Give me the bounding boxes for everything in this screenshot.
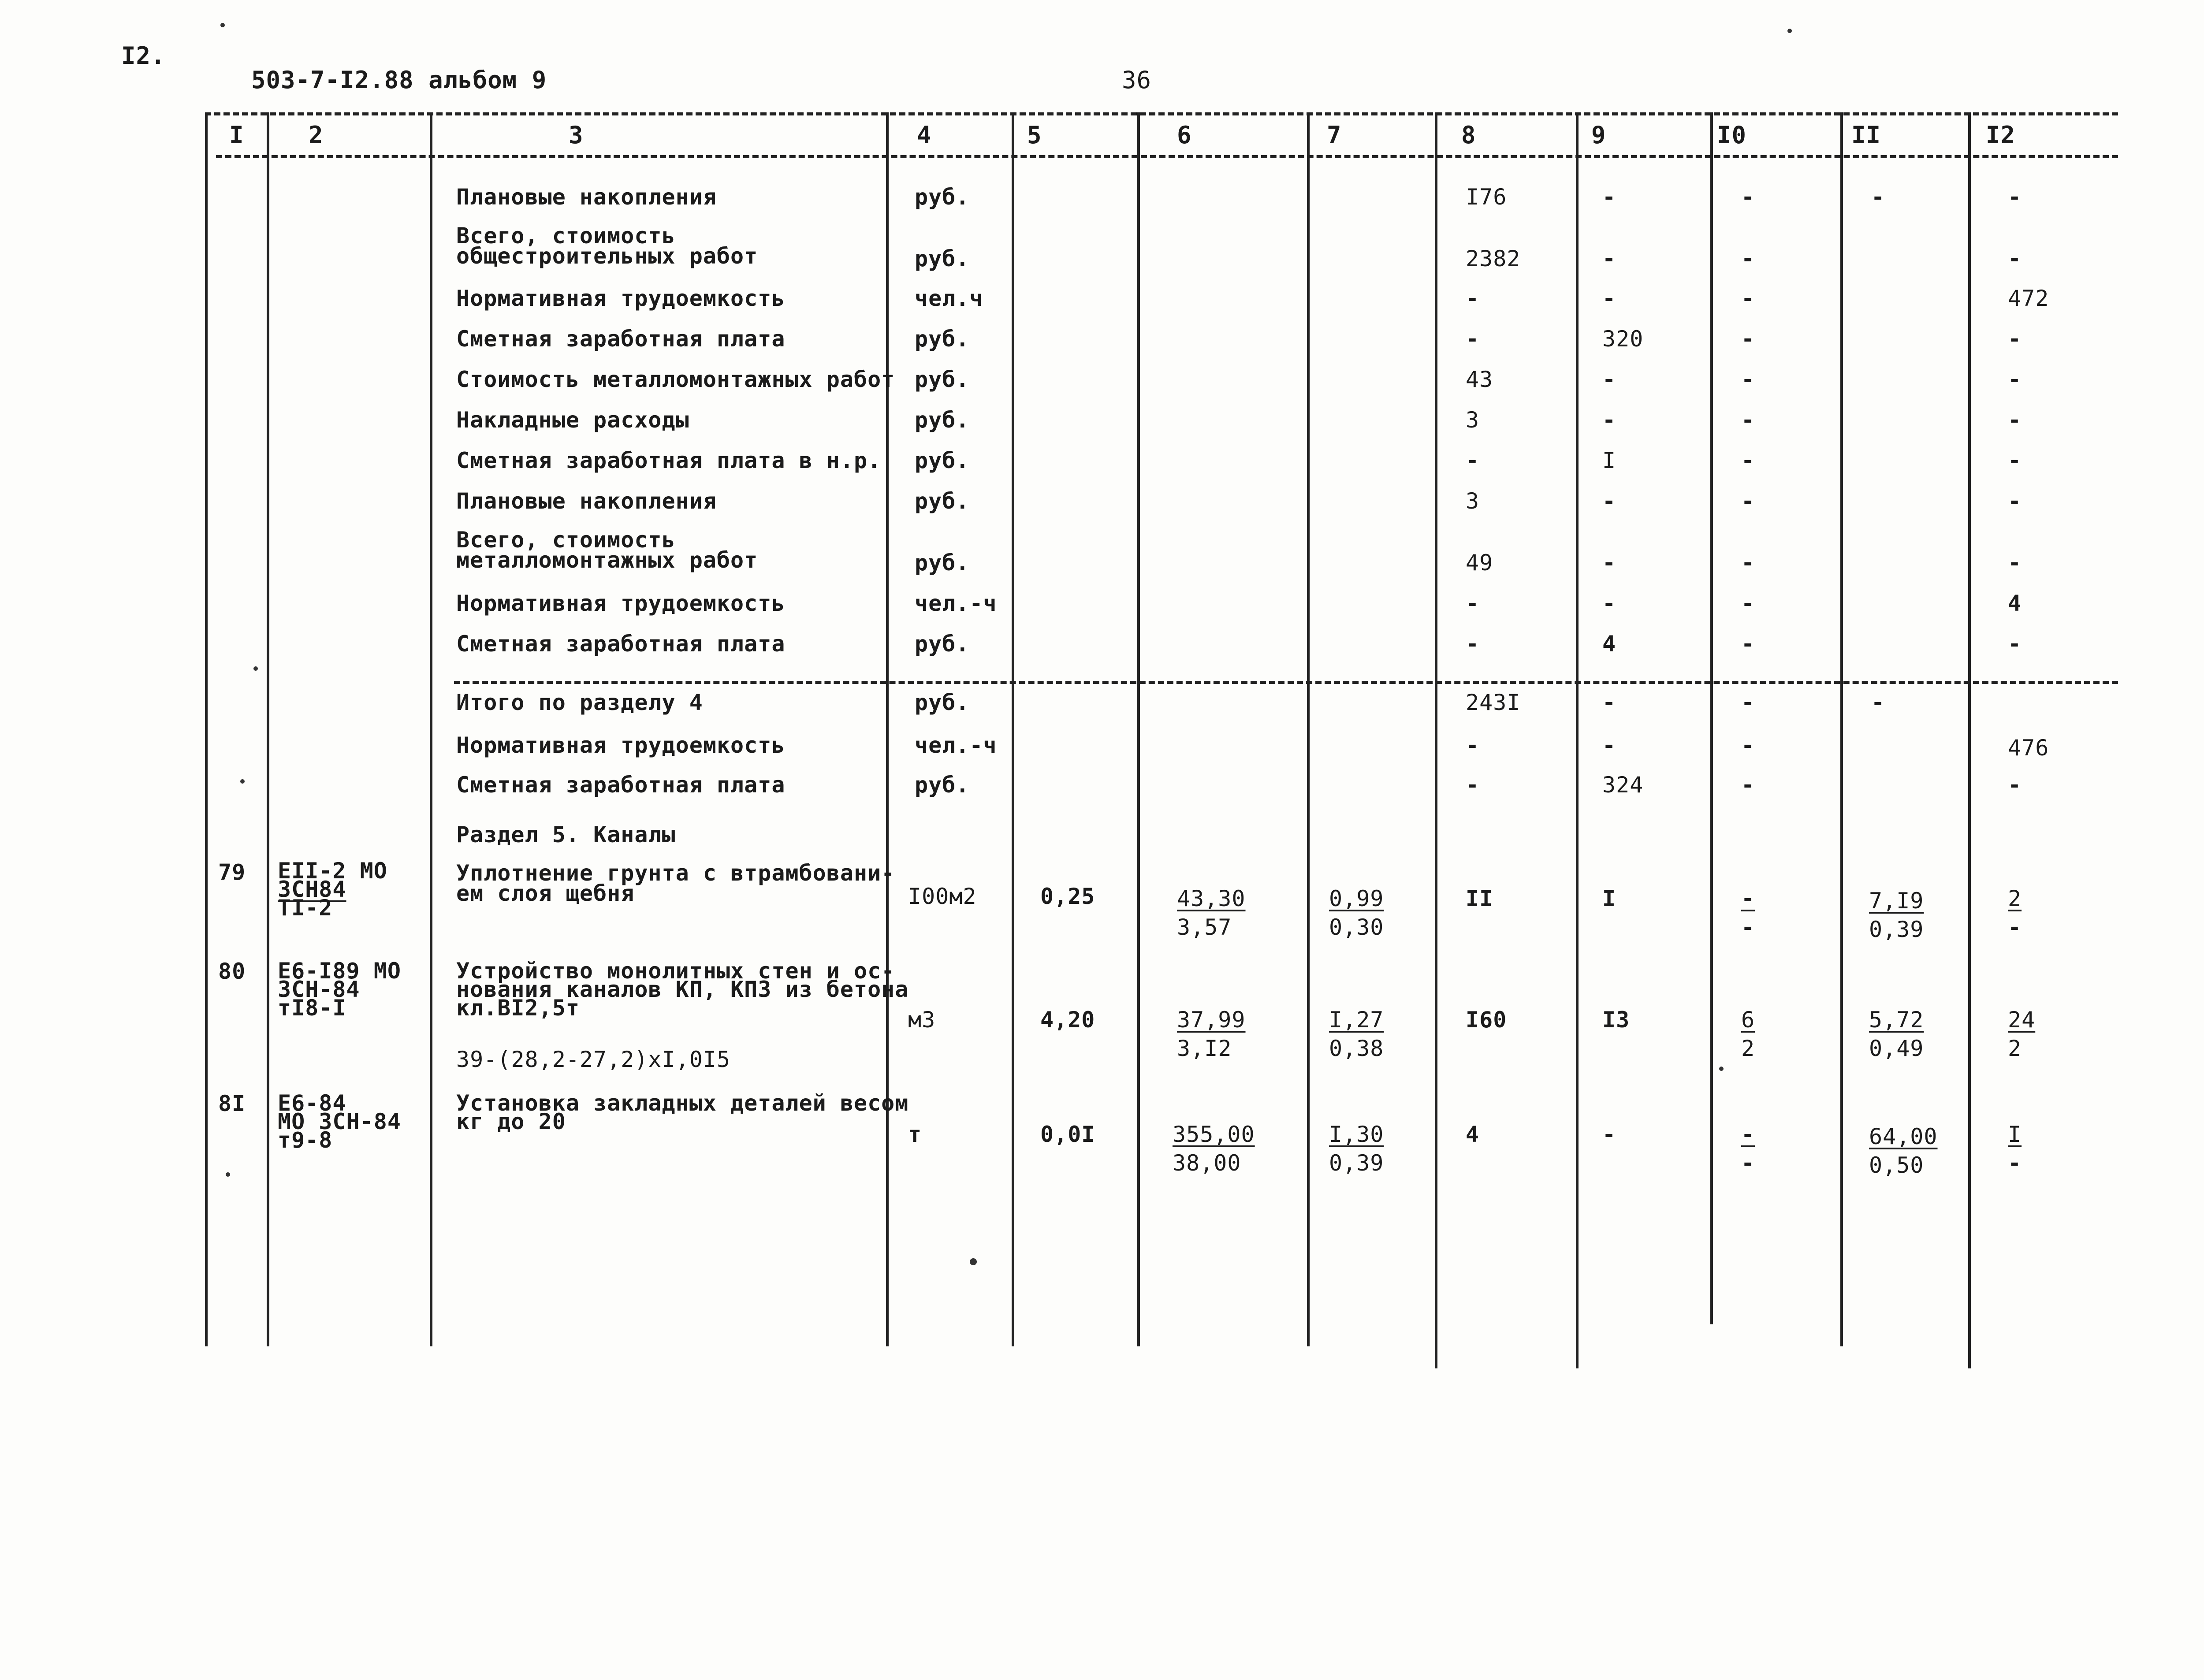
- item-c8: I60: [1466, 1007, 1507, 1033]
- section-title: Раздел 5. Каналы: [456, 822, 676, 847]
- row-c8: 243I: [1466, 690, 1521, 715]
- col-divider: [1840, 112, 1843, 1346]
- col-divider: [1137, 112, 1140, 1346]
- row-name: Нормативная трудоемкость: [456, 286, 786, 311]
- item-unit: I00м2: [908, 884, 977, 909]
- row-c8: -: [1466, 772, 1480, 798]
- header-col-1: I: [229, 121, 244, 149]
- item-number: 79: [218, 859, 246, 885]
- row-unit: руб.: [915, 550, 970, 576]
- row-c9: 324: [1602, 772, 1644, 798]
- row-c8: -: [1466, 326, 1480, 352]
- item-c11-top: 5,72: [1869, 1007, 1924, 1033]
- row-c8: -: [1466, 631, 1480, 657]
- item-c6-top: 355,00: [1173, 1122, 1255, 1147]
- row-c9: -: [1602, 246, 1616, 271]
- item-c7-bottom: 0,38: [1329, 1036, 1384, 1061]
- row-unit: руб.: [915, 407, 970, 433]
- row-name: Нормативная трудоемкость: [456, 732, 786, 758]
- row-c9: -: [1602, 488, 1616, 514]
- scan-speck: [1787, 29, 1792, 33]
- header-col-3: 3: [569, 121, 584, 149]
- col-divider: [430, 112, 432, 1346]
- header-col-12: I2: [1986, 121, 2016, 149]
- row-unit: руб.: [915, 488, 970, 514]
- row-unit: чел.-ч: [915, 591, 997, 616]
- row-c9: -: [1602, 591, 1616, 616]
- row-c10: -: [1741, 690, 1755, 715]
- item-number: 8I: [218, 1091, 246, 1116]
- header-col-9: 9: [1591, 121, 1606, 149]
- row-c12: 472: [2008, 286, 2049, 311]
- row-c9: -: [1602, 407, 1616, 433]
- row-c12: -: [2008, 367, 2022, 392]
- row-unit: руб.: [915, 184, 970, 210]
- row-c11: -: [1871, 690, 1885, 715]
- header-col-5: 5: [1027, 121, 1042, 149]
- col-divider: [267, 112, 269, 1346]
- row-unit: чел.-ч: [915, 732, 997, 758]
- scan-speck: [226, 1172, 230, 1177]
- row-unit: руб.: [915, 367, 970, 392]
- row-c10: -: [1741, 286, 1755, 311]
- row-c10: -: [1741, 246, 1755, 271]
- item-c10-bottom: -: [1741, 1150, 1755, 1176]
- item-c6-bottom: 3,I2: [1177, 1036, 1232, 1061]
- row-name: Сметная заработная плата: [456, 772, 786, 798]
- item-c11-bottom: 0,49: [1869, 1036, 1924, 1061]
- row-c10: -: [1741, 407, 1755, 433]
- item-code: E6-I89 МО ЗСН-84 тI8-I: [278, 958, 401, 1021]
- item-description: Установка закладных деталей весом кг до 20: [456, 1090, 909, 1134]
- item-c7-top: 0,99: [1329, 886, 1384, 911]
- row-name: Плановые накопления: [456, 184, 717, 210]
- row-c12: 4: [2008, 591, 2022, 616]
- item-c6-bottom: 38,00: [1173, 1150, 1241, 1176]
- scan-speck: [1719, 1067, 1724, 1071]
- item-c12-bottom: -: [2008, 914, 2022, 940]
- scan-speck: [970, 1258, 977, 1265]
- document-code: 503-7-I2.88 альбом 9: [251, 66, 547, 94]
- item-c9: I: [1602, 886, 1616, 911]
- row-c9: -: [1602, 550, 1616, 576]
- header-col-10: I0: [1717, 121, 1747, 149]
- row-c10: -: [1741, 488, 1755, 514]
- scan-speck: [253, 666, 258, 671]
- row-c9: -: [1602, 690, 1616, 715]
- row-name: Нормативная трудоемкость: [456, 591, 786, 616]
- col-divider: [1576, 112, 1579, 1368]
- row-c10: -: [1741, 550, 1755, 576]
- item-number: 80: [218, 959, 246, 984]
- item-c11-bottom: 0,50: [1869, 1152, 1924, 1178]
- row-c9: 4: [1602, 631, 1616, 657]
- row-c9: 320: [1602, 326, 1644, 352]
- row-c8: -: [1466, 286, 1480, 311]
- row-c9: I: [1602, 448, 1616, 473]
- row-c8: 49: [1466, 550, 1493, 576]
- row-name: Накладные расходы: [456, 407, 689, 433]
- item-quantity: 0,25: [1040, 884, 1095, 909]
- row-c12: -: [2008, 550, 2022, 576]
- item-c9: I3: [1602, 1007, 1630, 1033]
- item-c6-top: 37,99: [1177, 1007, 1246, 1033]
- row-name: Сметная заработная плата: [456, 631, 786, 657]
- row-c8: -: [1466, 732, 1480, 758]
- row-c9: -: [1602, 184, 1616, 210]
- row-name: Всего, стоимость металломонтажных работ: [456, 527, 758, 573]
- row-c10: -: [1741, 184, 1755, 210]
- row-c12: -: [2008, 246, 2022, 271]
- row-c12: -: [2008, 488, 2022, 514]
- row-c10: -: [1741, 367, 1755, 392]
- col-divider: [1307, 112, 1310, 1346]
- header-col-7: 7: [1327, 121, 1342, 149]
- item-c10-top: -: [1741, 886, 1755, 911]
- row-c8: 3: [1466, 488, 1480, 514]
- item-formula: 39-(28,2-27,2)хI,0I5: [456, 1047, 731, 1072]
- row-c10: -: [1741, 326, 1755, 352]
- row-c9: -: [1602, 732, 1616, 758]
- item-unit: м3: [908, 1007, 936, 1033]
- row-c12: -: [2008, 631, 2022, 657]
- scan-speck: [240, 779, 245, 784]
- row-c12: -: [2008, 407, 2022, 433]
- row-c12: 476: [2008, 735, 2049, 761]
- item-c7-bottom: 0,30: [1329, 914, 1384, 940]
- item-c11-bottom: 0,39: [1869, 917, 1924, 942]
- item-quantity: 4,20: [1040, 1007, 1095, 1033]
- page-number: 36: [1122, 66, 1152, 94]
- row-c10: -: [1741, 772, 1755, 798]
- item-c8: 4: [1466, 1122, 1480, 1147]
- item-c11-top: 7,I9: [1869, 888, 1924, 914]
- row-c8: 43: [1466, 367, 1493, 392]
- row-c8: 3: [1466, 407, 1480, 433]
- row-name: Стоимость металломонтажных работ: [456, 367, 895, 392]
- row-unit: руб.: [915, 690, 970, 715]
- item-c6-bottom: 3,57: [1177, 914, 1232, 940]
- item-c9: -: [1602, 1122, 1616, 1147]
- scan-speck: [220, 23, 225, 27]
- header-col-6: 6: [1177, 121, 1192, 149]
- row-unit: руб.: [915, 448, 970, 473]
- item-c7-top: I,30: [1329, 1122, 1384, 1147]
- item-description: Устройство монолитных стен и ос- нования каналов КП, КПЗ из бетона кл.BI2,5т: [456, 958, 909, 1021]
- item-code: E6-84 МО ЗСН-84 т9-8: [278, 1090, 401, 1153]
- header-col-8: 8: [1461, 121, 1476, 149]
- table-top-border: [205, 112, 2118, 115]
- header-col-2: 2: [309, 121, 324, 149]
- row-c10: -: [1741, 631, 1755, 657]
- row-unit: руб.: [915, 326, 970, 352]
- row-unit: чел.ч: [915, 286, 983, 311]
- row-c9: -: [1602, 286, 1616, 311]
- item-c12-top: 2: [2008, 886, 2022, 911]
- col-divider: [205, 112, 208, 1346]
- page-corner-number: I2.: [121, 42, 166, 70]
- section-total-divider: [454, 681, 2118, 684]
- item-unit: т: [908, 1122, 922, 1147]
- item-c12-bottom: 2: [2008, 1036, 2022, 1061]
- item-c10-top: -: [1741, 1122, 1755, 1147]
- row-c12: -: [2008, 326, 2022, 352]
- row-c10: -: [1741, 732, 1755, 758]
- row-c10: -: [1741, 448, 1755, 473]
- col-divider: [1710, 112, 1713, 1324]
- item-c10-bottom: 2: [1741, 1036, 1755, 1061]
- item-c12-top: 24: [2008, 1007, 2036, 1033]
- row-name: Сметная заработная плата: [456, 326, 786, 352]
- header-col-11: II: [1851, 121, 1881, 149]
- item-c7-bottom: 0,39: [1329, 1150, 1384, 1176]
- item-c11-top: 64,00: [1869, 1124, 1938, 1149]
- row-c12: -: [2008, 448, 2022, 473]
- row-unit: руб.: [915, 772, 970, 798]
- section-total-title: Итого по разделу 4: [456, 690, 703, 715]
- row-c11: -: [1871, 184, 1885, 210]
- col-divider: [1435, 112, 1437, 1368]
- col-divider: [1012, 112, 1014, 1346]
- item-quantity: 0,0I: [1040, 1122, 1095, 1147]
- row-c8: 2382: [1466, 246, 1521, 271]
- col-divider: [1968, 112, 1971, 1368]
- item-code: EII-2 МО ЗСН84 TI-2: [278, 858, 387, 921]
- row-c8: -: [1466, 591, 1480, 616]
- header-col-4: 4: [917, 121, 932, 149]
- item-c6-top: 43,30: [1177, 886, 1246, 911]
- row-c12: -: [2008, 184, 2022, 210]
- row-name: Всего, стоимость общестроительных работ: [456, 223, 758, 269]
- row-c8: I76: [1466, 184, 1507, 210]
- item-c7-top: I,27: [1329, 1007, 1384, 1033]
- item-description: Уплотнение грунта с втрамбовани- ем слоя щебня: [456, 860, 895, 906]
- row-unit: руб.: [915, 631, 970, 657]
- item-c12-bottom: -: [2008, 1150, 2022, 1176]
- item-c10-top: 6: [1741, 1007, 1755, 1033]
- col-divider: [886, 112, 889, 1346]
- item-c12-top: I: [2008, 1122, 2022, 1147]
- item-c8: II: [1466, 886, 1493, 911]
- row-name: Сметная заработная плата в н.р.: [456, 448, 882, 473]
- row-name: Плановые накопления: [456, 488, 717, 514]
- row-c12: -: [2008, 772, 2022, 798]
- header-bottom-border: [216, 155, 2118, 158]
- row-c9: -: [1602, 367, 1616, 392]
- row-c10: -: [1741, 591, 1755, 616]
- row-c8: -: [1466, 448, 1480, 473]
- item-c10-bottom: -: [1741, 914, 1755, 940]
- row-unit: руб.: [915, 246, 970, 271]
